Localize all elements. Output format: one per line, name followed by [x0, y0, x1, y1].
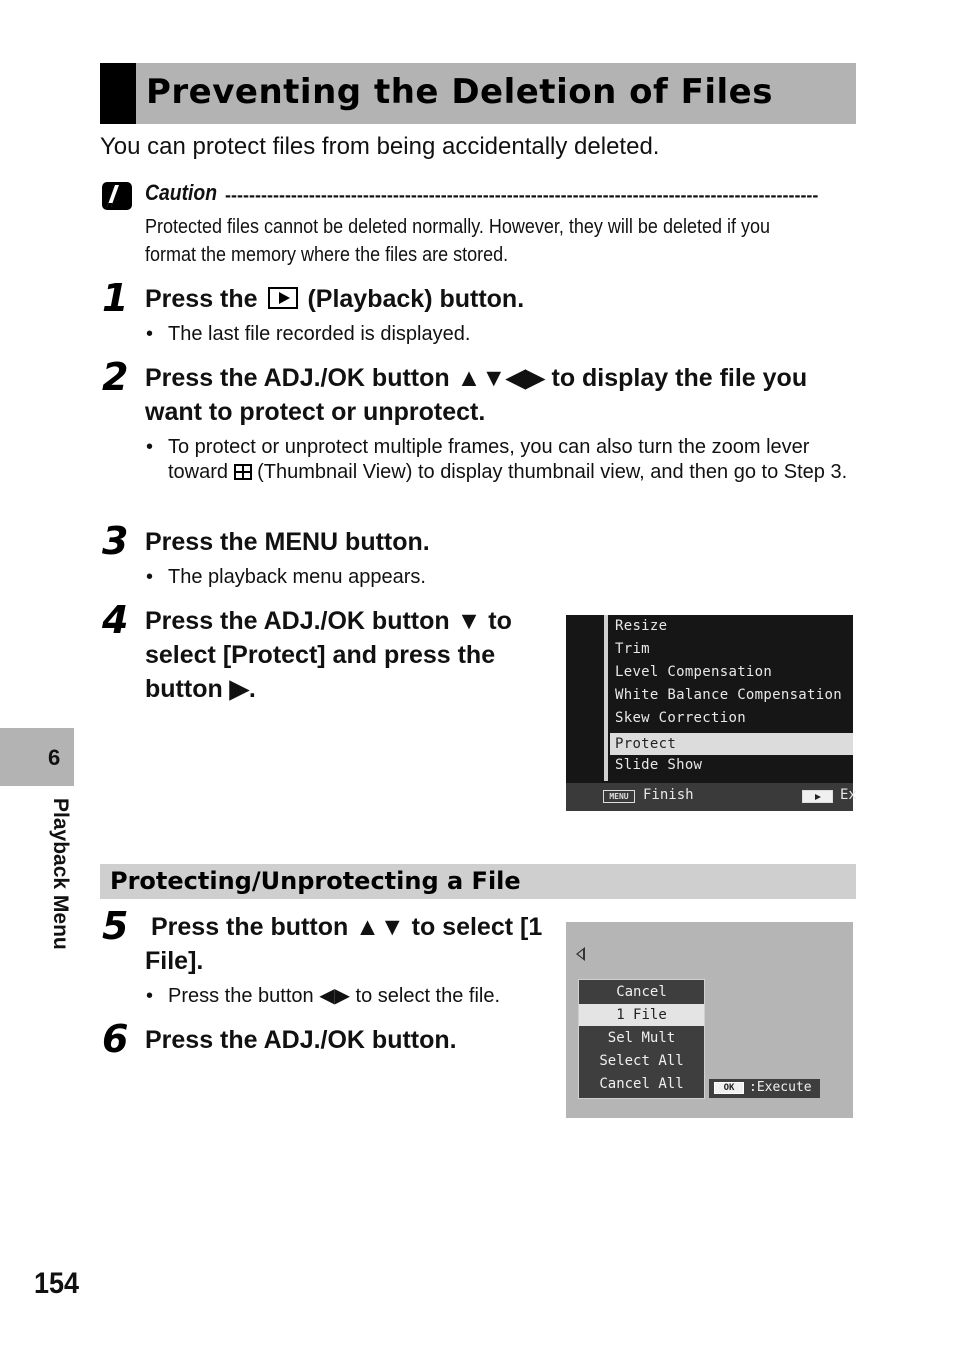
subsection-bar	[100, 864, 856, 899]
menu-item-skew-correction[interactable]: Skew Correction	[615, 710, 746, 726]
section-title-bar	[100, 63, 856, 124]
right-arrow-button-icon	[802, 790, 833, 803]
back-arrow-icon[interactable]	[576, 947, 585, 961]
execute-label: :Execute	[749, 1080, 812, 1095]
ok-button-icon: OK	[714, 1082, 744, 1094]
step-bullet	[146, 322, 846, 347]
step-heading: Press the MENU button.	[145, 528, 430, 556]
step-heading: Press the ADJ./OK button.	[145, 1026, 457, 1054]
step-bullet	[146, 984, 556, 1009]
bullet-dot: •	[146, 566, 154, 588]
option-cancel-all[interactable]: Cancel All	[599, 1076, 684, 1092]
step-heading-text: Press the	[145, 285, 265, 313]
option-1-file[interactable]: 1 File	[579, 1004, 704, 1026]
menu-scroll-line	[604, 615, 608, 781]
bullet-dot: •	[146, 436, 154, 458]
chapter-tab	[0, 728, 74, 786]
step-heading: Press the ADJ./OK button ▼ to select [Protect] and press the button ▶.	[145, 607, 512, 703]
step-heading	[145, 282, 524, 316]
menu-item-white-balance-compensation[interactable]: White Balance Compensation	[615, 687, 842, 703]
bullet-text: Press the button ◀▶ to select the file.	[168, 985, 501, 1007]
step-number: 6	[102, 1017, 129, 1061]
option-cancel[interactable]: Cancel	[616, 984, 667, 1000]
bullet-text: (Thumbnail View) to display thumbnail view, and then go to Step 3.	[251, 461, 848, 483]
menu-item-slide-show[interactable]: Slide Show	[615, 757, 703, 773]
menu-item-level-compensation[interactable]: Level Compensation	[615, 664, 773, 680]
menu-item-resize[interactable]: Resize	[615, 618, 668, 634]
protect-menu-screen	[566, 922, 853, 1118]
menu-item-trim[interactable]: Trim	[615, 641, 650, 657]
step-bullet	[146, 435, 851, 485]
chapter-number: 6	[48, 745, 61, 770]
step-number: 5	[102, 904, 129, 948]
playback-menu-screen	[566, 615, 857, 811]
step-number: 3	[102, 519, 129, 563]
bullet-text: To protect or unprotect multiple frames, you can also turn the zoom lever toward	[168, 436, 810, 483]
page-number: 154	[34, 1267, 80, 1300]
finish-label: Finish	[643, 787, 694, 803]
menu-footer	[566, 783, 857, 811]
menu-button-icon: MENU	[603, 790, 635, 803]
menu-item-protect[interactable]: Protect	[610, 733, 853, 755]
title-marker	[100, 63, 136, 124]
caution-label: Caution	[145, 180, 218, 205]
caution-text: Protected files cannot be deleted normally. However, they will be deleted if you format the memory where the files are stored.	[145, 216, 771, 266]
protect-options-popup	[578, 979, 705, 1099]
step-number: 4	[102, 598, 129, 642]
option-sel-mult[interactable]: Sel Mult	[607, 1030, 676, 1046]
caution-divider: ---------------------------------------------------------------------------------------------------	[225, 185, 819, 205]
page-title: Preventing the Deletion of Files	[146, 72, 773, 112]
execute-hint	[709, 1079, 820, 1098]
step-number: 2	[102, 355, 129, 399]
step-heading: Press the button ▲▼ to select [1 File].	[145, 913, 543, 975]
bullet-dot: •	[146, 323, 154, 345]
step-heading-text: (Playback) button.	[300, 285, 525, 313]
chapter-label-text: Playback Menu	[49, 798, 72, 950]
option-select-all[interactable]: Select All	[599, 1053, 684, 1069]
footer-right-label: Ex	[840, 787, 857, 803]
bullet-dot: •	[146, 985, 154, 1007]
bullet-text: The last file recorded is displayed.	[168, 323, 471, 345]
step-heading: Press the ADJ./OK button ▲▼◀▶ to display the file you want to protect or unprotect.	[145, 364, 808, 426]
bullet-text: The playback menu appears.	[168, 566, 426, 588]
intro-text: You can protect files from being accidentally deleted.	[100, 133, 660, 160]
playback-icon	[268, 287, 298, 309]
subsection-title: Protecting/Unprotecting a File	[110, 867, 521, 895]
caution-icon	[102, 182, 132, 210]
thumbnail-view-icon	[234, 464, 252, 480]
step-number: 1	[102, 276, 129, 320]
chapter-label	[42, 798, 76, 988]
step-bullet	[146, 565, 846, 590]
